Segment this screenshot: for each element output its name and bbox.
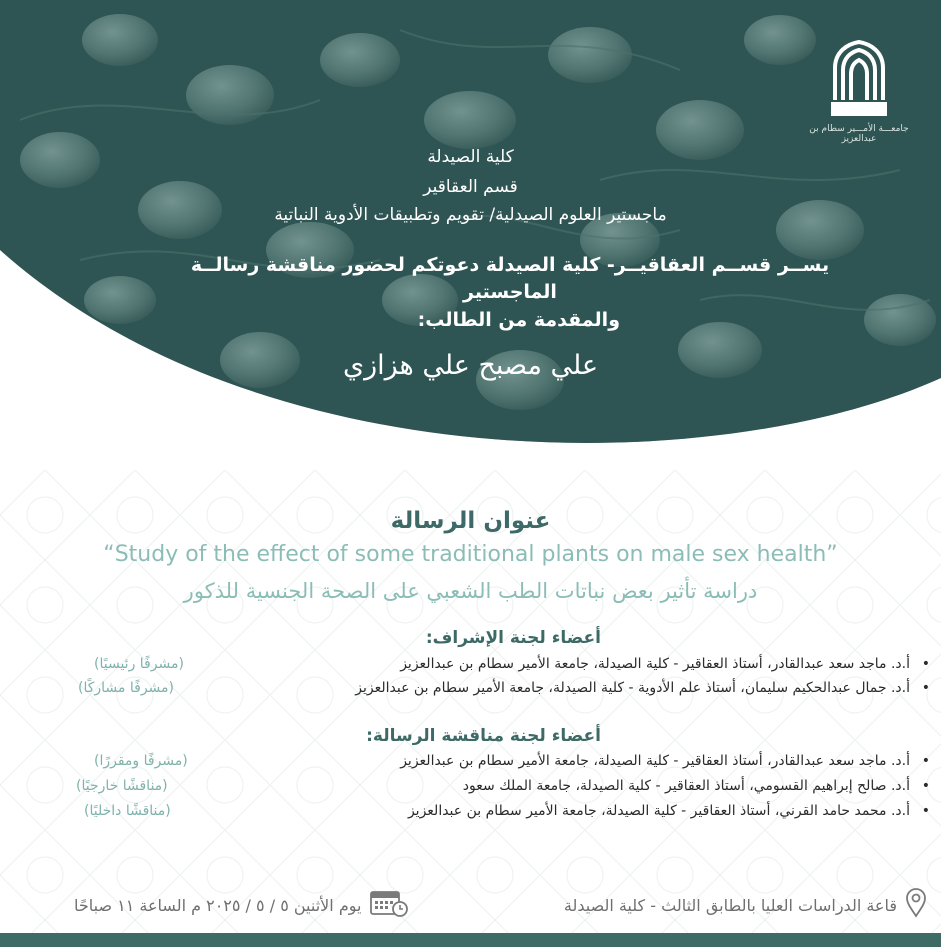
thesis-heading: عنوان الرسالة: [390, 508, 551, 534]
invitation-line-1: يســر قســم العقاقيــر- كلية الصيدلة دعوتكم لحضور مناقشة رسالــة: [190, 254, 830, 276]
member-role: (مشرفًا مشاركًا): [78, 680, 174, 696]
invitation-line-2: الماجستير: [463, 281, 557, 303]
department-name: قسم العقاقير: [423, 177, 518, 197]
background-pattern: [0, 470, 941, 940]
location-pin-icon: [905, 888, 927, 922]
examination-heading: أعضاء لجنة مناقشة الرسالة:: [366, 726, 601, 746]
date-time-info: [74, 888, 409, 922]
bullet: •: [921, 803, 930, 819]
invitation-line-3: والمقدمة من الطالب:: [417, 309, 620, 331]
supervision-member: [70, 656, 930, 678]
bullet: •: [921, 680, 930, 696]
member-text: أ.د. صالح إبراهيم القسومي، أستاذ العقاقير - كلية الصيدلة، جامعة الملك سعود: [462, 778, 910, 794]
student-name: علي مصبح علي هزازي: [342, 350, 599, 381]
member-text: أ.د. ماجد سعد عبدالقادر، أستاذ العقاقير - كلية الصيدلة، جامعة الأمير سطام بن عبدالعزيز: [400, 753, 910, 769]
footer-bar: [0, 933, 941, 947]
member-text: أ.د. محمد حامد القرني، أستاذ العقاقير - كلية الصيدلة، جامعة الأمير سطام بن عبدالعزيز: [407, 803, 910, 819]
bullet: •: [921, 753, 930, 769]
program-name: ماجستير العلوم الصيدلية/ تقويم وتطبيقات الأدوية النباتية: [274, 205, 667, 225]
member-role: (مشرفًا ومقررًا): [94, 753, 188, 769]
member-role: (مناقشًا خارجيًا): [76, 778, 168, 794]
bullet: •: [921, 656, 930, 672]
thesis-title-arabic: دراسة تأثير بعض نباتات الطب الشعبي على الصحة الجنسية للذكور: [183, 579, 758, 603]
date-time-text: يوم الأثنين ٥ / ٥ / ٢٠٢٥ م الساعة ١١ صباحًا: [74, 895, 362, 915]
thesis-title-english: “Study of the effect of some traditional plants on male sex health”: [103, 542, 838, 567]
examination-member: [70, 753, 930, 775]
member-text: أ.د. جمال عبدالحكيم سليمان، أستاذ علم الأدوية - كلية الصيدلة، جامعة الأمير سطام بن عبدالعزيز: [355, 680, 910, 696]
examination-member: [70, 803, 930, 825]
venue-info: [564, 888, 927, 922]
member-text: أ.د. ماجد سعد عبدالقادر، أستاذ العقاقير - كلية الصيدلة، جامعة الأمير سطام بن عبدالعزيز: [400, 656, 910, 672]
venue-text: قاعة الدراسات العليا بالطابق الثالث - كلية الصيدلة: [563, 895, 897, 915]
university-name: جامعـــة الأمـــير سطام بن عبدالعزيز: [809, 124, 909, 144]
bullet: •: [921, 778, 930, 794]
arch-logo-icon: [829, 40, 889, 118]
faculty-name: كلية الصيدلة: [427, 147, 514, 167]
supervision-member: [70, 680, 930, 702]
supervision-heading: أعضاء لجنة الإشراف:: [425, 628, 601, 648]
university-logo: [799, 40, 919, 144]
examination-member: [70, 778, 930, 800]
member-role: (مناقشًا داخليًا): [84, 803, 171, 819]
member-role: (مشرفًا رئيسيًا): [94, 656, 184, 672]
calendar-clock-icon: [369, 888, 409, 922]
